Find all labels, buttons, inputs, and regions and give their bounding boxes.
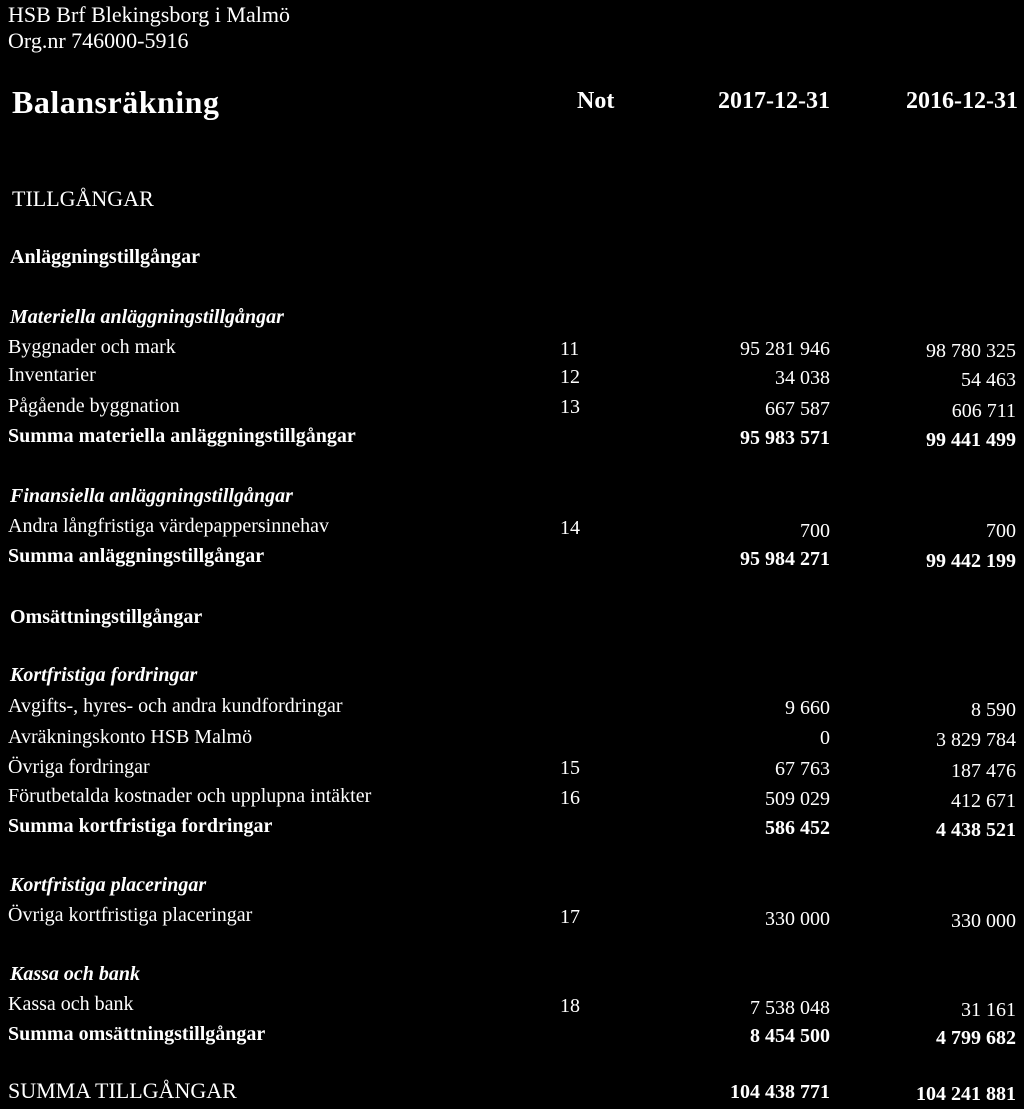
value-2016: 31 161 <box>961 999 1016 1021</box>
value-2016: 4 799 682 <box>936 1027 1016 1049</box>
column-header-2017: 2017-12-31 <box>718 88 830 114</box>
value-2017: 586 452 <box>765 817 830 839</box>
section-anlaggningstillgangar: Anläggningstillgångar <box>10 246 201 268</box>
value-2016: 3 829 784 <box>936 729 1016 751</box>
value-2016: 54 463 <box>961 369 1016 391</box>
row-label: Summa anläggningstillgångar <box>8 545 265 567</box>
value-2017: 330 000 <box>765 908 830 930</box>
row-label: Byggnader och mark <box>8 336 176 358</box>
row-note: 17 <box>560 906 580 928</box>
row-label: Inventarier <box>8 364 96 386</box>
row-label: Summa omsättningstillgångar <box>8 1023 266 1045</box>
organization-name: HSB Brf Blekingsborg i Malmö <box>8 2 290 27</box>
column-header-note: Not <box>577 88 615 114</box>
value-2016: 412 671 <box>951 790 1016 812</box>
row-note: 13 <box>560 396 580 418</box>
value-2017: 0 <box>820 727 830 749</box>
value-2017: 104 438 771 <box>730 1081 830 1103</box>
section-tillgangar: TILLGÅNGAR <box>12 186 154 211</box>
value-2016: 187 476 <box>951 760 1016 782</box>
value-2016: 99 441 499 <box>926 429 1016 451</box>
value-2017: 509 029 <box>765 788 830 810</box>
value-2017: 95 984 271 <box>740 548 830 570</box>
value-2016: 99 442 199 <box>926 550 1016 572</box>
value-2017: 34 038 <box>775 367 830 389</box>
row-label: Övriga kortfristiga placeringar <box>8 904 253 926</box>
value-2017: 95 983 571 <box>740 427 830 449</box>
row-note: 12 <box>560 366 580 388</box>
organization-number: Org.nr 746000-5916 <box>8 28 189 53</box>
value-2017: 667 587 <box>765 398 830 420</box>
value-2017: 700 <box>800 520 830 542</box>
page-title: Balansräkning <box>12 84 220 120</box>
row-label: SUMMA TILLGÅNGAR <box>8 1078 237 1103</box>
section-kortfristiga-fordringar: Kortfristiga fordringar <box>10 664 198 686</box>
value-2017: 7 538 048 <box>750 997 830 1019</box>
section-kassa-bank: Kassa och bank <box>10 963 141 985</box>
row-note: 15 <box>560 757 580 779</box>
row-note: 11 <box>560 338 580 360</box>
section-omsattningstillgangar: Omsättningstillgångar <box>10 606 203 628</box>
value-2016: 4 438 521 <box>936 819 1016 841</box>
section-finansiella: Finansiella anläggningstillgångar <box>10 485 293 507</box>
value-2016: 8 590 <box>971 699 1016 721</box>
value-2017: 95 281 946 <box>740 338 830 360</box>
row-note: 16 <box>560 787 580 809</box>
row-label: Övriga fordringar <box>8 756 150 778</box>
section-kortfristiga-placeringar: Kortfristiga placeringar <box>10 874 207 896</box>
value-2017: 8 454 500 <box>750 1025 830 1047</box>
row-label: Avgifts-, hyres- och andra kundfordringar <box>8 695 343 717</box>
section-materiella: Materiella anläggningstillgångar <box>10 306 284 328</box>
value-2016: 700 <box>986 520 1016 542</box>
value-2017: 67 763 <box>775 758 830 780</box>
value-2016: 98 780 325 <box>926 340 1016 362</box>
row-label: Avräkningskonto HSB Malmö <box>8 726 253 748</box>
row-label: Summa materiella anläggningstillgångar <box>8 425 356 447</box>
row-note: 14 <box>560 517 580 539</box>
row-label: Kassa och bank <box>8 993 134 1015</box>
value-2016: 330 000 <box>951 910 1016 932</box>
row-note: 18 <box>560 995 580 1017</box>
column-header-2016: 2016-12-31 <box>906 88 1018 114</box>
row-label: Pågående byggnation <box>8 395 180 417</box>
row-label: Summa kortfristiga fordringar <box>8 815 273 837</box>
value-2016: 104 241 881 <box>916 1083 1016 1105</box>
value-2017: 9 660 <box>785 697 830 719</box>
row-label: Andra långfristiga värdepappersinnehav <box>8 515 329 537</box>
row-label: Förutbetalda kostnader och upplupna intäkter <box>8 785 372 807</box>
value-2016: 606 711 <box>951 400 1016 422</box>
